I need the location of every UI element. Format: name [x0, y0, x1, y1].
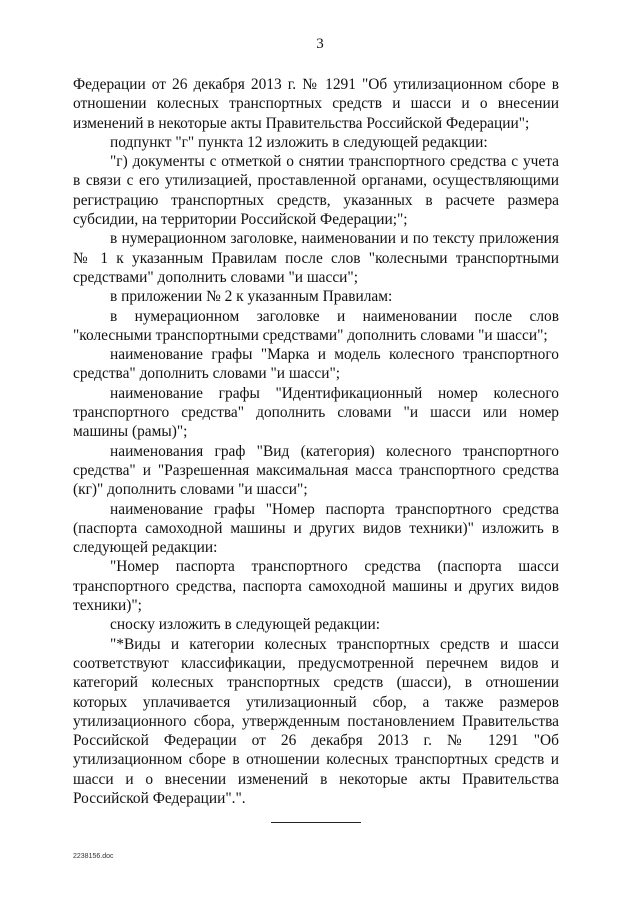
paragraph: в нумерационном заголовке и наименовании после слов "колесными транспортными средствами" дополнить словами "и шасси"; — [73, 307, 559, 344]
paragraph: сноску изложить в следующей редакции: — [110, 616, 381, 634]
paragraph: наименования граф "Вид (категория) колесного транспортного средства" и "Разрешенная максимальная масса транспортного средства (кг)" дополнить словами "и шасси"; — [73, 442, 559, 499]
end-divider — [271, 822, 361, 823]
document-code: 2238156.doc — [73, 853, 114, 860]
paragraph: подпункт "г" пункта 12 изложить в следующей редакции: — [110, 133, 488, 151]
paragraph: наименование графы "Идентификационный номер колесного транспортного средства" дополнить словами "и шасси или номер машины (рамы)"; — [73, 384, 559, 441]
page-number: 3 — [316, 36, 324, 52]
paragraph: "*Виды и категории колесных транспортных средств и шасси соответствуют классификации, предусмотренной перечнем видов и категорий колесных транспортных средств (шасси), в отношении которых уплачивается утилизационный сбор, а также размеров утилизационного сбора, утвержденным постановлением Правительства Российской Федерации от 26 декабря 2013 г. № 1291 "Об утилизационном сборе в отношении колесных транспортных средств и шасси и о внесении изменений в некоторые акты Правительства Российской Федерации".". — [73, 635, 559, 807]
paragraph: наименование графы "Марка и модель колесного транспортного средства" дополнить словами "и шасси"; — [73, 346, 559, 383]
paragraph: наименование графы "Номер паспорта транспортного средства (паспорта самоходной машины и других видов техники)" изложить в следующей редакции: — [73, 500, 559, 557]
paragraph: "Номер паспорта транспортного средства (паспорта шасси транспортного средства, паспорта самоходной машины и других видов техники)"; — [73, 558, 559, 615]
paragraph: "г) документы с отметкой о снятии транспортного средства с учета в связи с его утилизацией, проставленной органами, осуществляющими регистрацию транспортных средств, указанных в расчете размера субсидии, на территории Российской Федерации;"; — [73, 153, 559, 229]
document-body — [73, 75, 559, 808]
paragraph: Федерации от 26 декабря 2013 г. № 1291 "Об утилизационном сборе в отношении колесных транспортных средств и шасси и о внесении изменений в некоторые акты Правительства Российской Федерации"; — [73, 76, 559, 132]
paragraph: в нумерационном заголовке, наименовании и по тексту приложения № 1 к указанным Правилам после слов "колесными транспортными средствами" дополнить словами "и шасси"; — [73, 230, 559, 286]
paragraph: в приложении № 2 к указанным Правилам: — [110, 288, 393, 306]
